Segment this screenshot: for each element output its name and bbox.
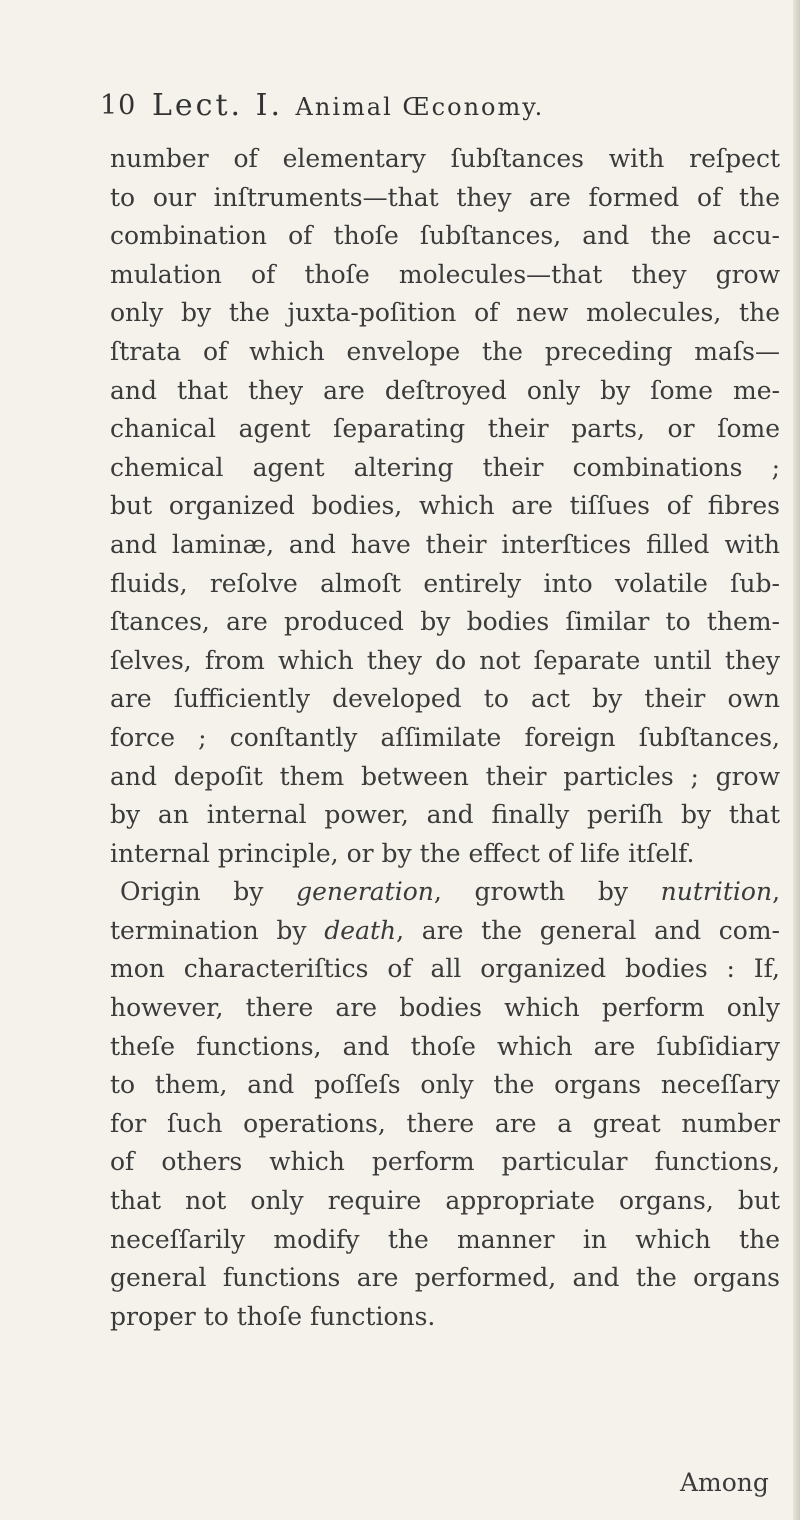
italic-term-generation: generation [296,877,434,907]
text-line: however, there are bodies which perform only [110,993,780,1023]
text-line: force ; conſtantly aſſimilate foreign ſubſtances, [110,722,780,752]
text-line: ſtances, are produced by bodies ſimilar to them- [110,607,780,637]
body-text [110,140,780,1336]
text-run: termination by [110,915,325,945]
text-line: theſe functions, and thoſe which are ſubſidiary [110,1031,780,1061]
text-line: number of elementary ſubſtances with reſpect [110,144,780,173]
text-line: for ſuch operations, there are a great number [110,1108,780,1138]
catchword: Among [680,1468,769,1497]
italic-term-nutrition: nutrition [660,877,773,907]
text-line: and that they are deſtroyed only by ſome me- [110,375,780,405]
page-header [100,90,760,130]
text-run: , growth by [433,877,661,907]
page-edge [793,0,800,1520]
text-line: mulation of thoſe molecules—that they grow [110,259,780,289]
text-line: are ſufficiently developed to act by their own [110,684,780,714]
text-line: by an internal power, and finally periſh by that [110,800,780,830]
text-line: proper to thoſe functions. [110,1301,436,1331]
text-line: chanical agent ſeparating their parts, or ſome [110,414,780,444]
text-line: mon characteriſtics of all organized bodies : If, [110,954,780,984]
text-line: combination of thoſe ſubſtances, and the accu- [110,221,780,251]
running-head-title: Animal Œconomy. [295,93,545,121]
text-line: of others which perform particular functions, [110,1147,780,1177]
text-line: ſtrata of which envelope the preceding maſs— [110,336,780,366]
text-line: but organized bodies, which are tiſſues of fibres [110,491,780,521]
text-line: fluids, reſolve almoſt entirely into volatile ſub- [110,568,780,598]
text-line: to them, and poſſeſs only the organs neceſſary [110,1070,780,1100]
text-line: only by the juxta-poſition of new molecules, the [110,298,780,328]
text-line: and depoſit them between their particles ; grow [110,761,780,791]
paragraph-opening-line [110,873,780,912]
text-run: , are the general and com- [396,915,780,945]
text-line: and laminæ, and have their interſtices filled with [110,529,780,559]
text-line: chemical agent altering their combinations ; [110,452,780,482]
text-run: Origin by [120,877,297,907]
running-head [152,88,544,123]
text-line: ſelves, from which they do not ſeparate until they [110,645,780,675]
text-line: neceſſarily modify the manner in which the [110,1224,780,1254]
text-line: general functions are performed, and the organs [110,1263,780,1293]
page-number: 10 [100,90,137,121]
text-run: , [772,877,780,907]
text-line: internal principle, or by the effect of life itſelf. [110,838,695,868]
text-line: that not only require appropriate organs, but [110,1186,780,1216]
running-head-lecture: Lect. I. [152,88,283,123]
text-line: to our inſtruments—that they are formed of the [110,182,780,212]
italic-term-death: death [324,915,397,945]
text-line [110,912,780,951]
